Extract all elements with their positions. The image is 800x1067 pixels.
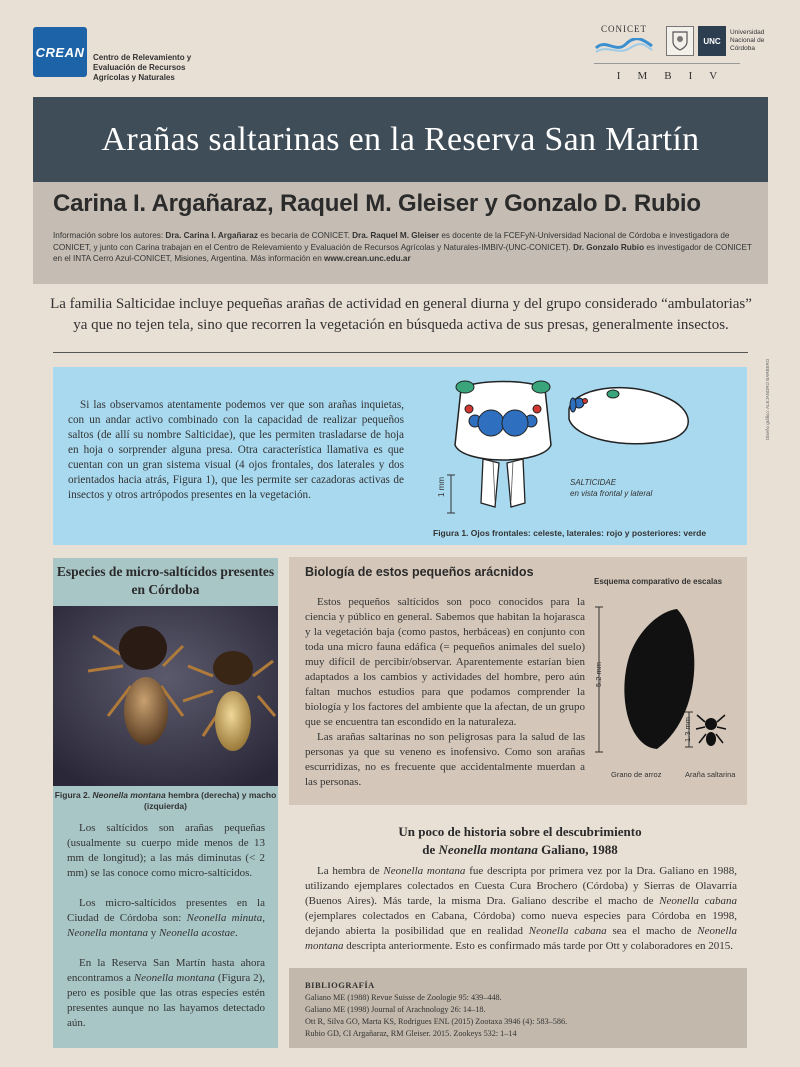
text: (Figura 2), pero es posible que las otras especies estén presentes aunque no las hayamos detectado aún.	[67, 972, 265, 1029]
conicet-logo	[592, 24, 656, 59]
website-link[interactable]: www.crean.unc.edu.ar	[324, 254, 411, 263]
spider-size-label: 1.3 mm	[683, 716, 692, 742]
crean-name: Centro de Relevamiento y Evaluación de Recursos Agrícolas y Naturales	[93, 53, 192, 82]
unc-name: Universidad Nacional de Córdoba	[730, 29, 765, 52]
caption-species: Neonella montana	[92, 790, 166, 800]
author-info-text: es becaria de CONICET.	[257, 231, 353, 240]
crean-logo-text: CREAN	[35, 44, 85, 60]
species-heading: Especies de micro-saltícidos presentes en Córdoba	[56, 564, 275, 597]
bibliography-heading: BIBLIOGRAFÍA	[305, 980, 375, 990]
bibliography-item: Galiano ME (1988) Revue Suisse de Zoologie 95: 439–448.	[305, 993, 502, 1002]
text: En la Reserva San Martín hasta ahora encontramos a	[67, 957, 265, 984]
text: y	[147, 927, 159, 939]
frontal-eye-right	[502, 410, 528, 436]
species-name: Neonella montana	[67, 927, 148, 939]
spider-label-views: en vista frontal y lateral	[570, 489, 653, 498]
history-heading-line-2	[300, 841, 740, 859]
author-info	[53, 230, 753, 265]
conicet-name: CONICET	[601, 24, 647, 34]
history-heading	[300, 823, 740, 859]
species-name: Neonella cabana	[528, 925, 607, 937]
species-name: Neonella montana	[438, 842, 538, 857]
eyes-text: Si las observamos atentamente podemos ver que son arañas inquietas, con un andar activo combinado con la capacidad de realizar pequeños saltos (de allí su nombre Salticidae), que les permiten trasladarse de hoja en hoja o sorprender alguna presa. Otra característica llamativa es que cuentan con un gran sistema visual (4 ojos frontales, dos laterales y dos orientados hacia atrás, Figura 1), que les permite ser cazadoras activas de insectos y otros artrópodos presentes en la vegetación.	[68, 399, 404, 501]
unc-shield-icon	[666, 26, 694, 56]
bibliography-item: Ott R, Silva GO, Marta KS, Rodrigues ENL (2015) Zootaxa 3946 (4): 583–586.	[305, 1017, 568, 1026]
text: Galiano, 1988	[537, 842, 618, 857]
species-name: Neonella acostae	[158, 927, 236, 939]
history-paragraph	[305, 864, 737, 954]
text: fue descripta por primera vez por la Dra. Galiano en 1988, utilizando ejemplares colectados en Cuesta Cura Brochero (Córdoba) y Sierras de Olavarría (Buenos Aires). Más tarde, la misma Dra. Galiano describe el macho de	[305, 865, 738, 907]
imbiv-divider	[594, 63, 740, 64]
posterior-eye-right	[532, 381, 550, 393]
conicet-waves-icon	[594, 38, 654, 54]
biology-body	[305, 595, 585, 790]
author-name-1: Dra. Carina I. Argañaraz	[165, 231, 258, 240]
biology-paragraph-2: Las arañas saltarinas no son peligrosas para la salud de las personas ya que su veneno es inofensivo. Como son arañas escurridizas, no es frecuente que accidentalmente muerdan a las personas.	[305, 731, 585, 788]
scale-comparison-title: Esquema comparativo de escalas	[594, 577, 723, 586]
figure-2-caption	[53, 790, 278, 812]
title-banner	[33, 97, 768, 182]
history-body	[305, 864, 737, 954]
authors-box	[33, 182, 768, 284]
spider-photo	[53, 606, 278, 786]
figure-1-caption: Figura 1. Ojos frontales: celeste, laterales: rojo y posteriores: verde	[433, 528, 707, 538]
spider-label: Araña saltarina	[685, 770, 736, 779]
crean-logo	[33, 27, 87, 77]
design-credit: Diseño gráfico: ALEJANDRO BARBERO	[765, 358, 770, 440]
text: La hembra de	[317, 865, 384, 877]
species-name: Neonella minuta	[186, 912, 263, 924]
scale-1mm-label: 1 mm	[437, 477, 446, 497]
authors: Carina I. Argañaraz, Raquel M. Gleiser y Gonzalo D. Rubio	[53, 190, 701, 217]
unc-logo	[666, 26, 770, 56]
text: ,	[262, 912, 265, 924]
text: descripta anteriormente. Esto es confirmado más tarde por Ott y colaboradores en 2015.	[343, 940, 733, 952]
page-title: Arañas saltarinas en la Reserva San Martín	[101, 120, 700, 158]
lateral-eye-left	[465, 405, 473, 413]
author-name-2: Dra. Raquel M. Gleiser	[352, 231, 440, 240]
spider-front-diagram	[443, 375, 563, 515]
posterior-eye-left	[456, 381, 474, 393]
author-info-text: es docente de la FCEFyN-Universidad Nacional de Córdoba e investigadora de CONICET, y junto con Carina trabajan en el Centro de Relevamiento y Evaluación de Recursos Agrícolas y Naturales-IMBIV-(UNC-CONICET).	[53, 231, 730, 252]
species-name: Neonella montana	[305, 925, 737, 952]
divider	[53, 352, 748, 353]
text: sea el macho de	[606, 925, 698, 937]
text: de	[422, 842, 439, 857]
spider-label-family: SALTICIDAE	[570, 478, 617, 487]
author-info-text: Información sobre los autores:	[53, 231, 166, 240]
history-heading-line-1: Un poco de historia sobre el descubrimiento	[398, 824, 642, 839]
species-paragraph-1: Los saltícidos son arañas pequeñas (usualmente su cuerpo mide menos de 13 mm de longitud); a las más diminutas (< 2 mm) se las conoce como micro-saltícidos.	[67, 822, 265, 879]
lateral-eye-right	[533, 405, 541, 413]
bibliography-panel	[289, 968, 747, 1048]
author-info-text: es investigador de CONICET en el INTA Cerro Azul-CONICET, Misiones, Argentina. Más información en	[53, 242, 752, 263]
eyes-panel	[53, 367, 747, 545]
species-body	[67, 821, 265, 1046]
species-name: Neonella montana	[133, 972, 215, 984]
author-name-3: Dr. Gonzalo Rubio	[573, 242, 645, 252]
unc-badge: UNC	[698, 26, 726, 56]
biology-paragraph-1: Estos pequeños saltícidos son poco conocidos para la ciencia y público en general. Sabemos que habitan la hojarasca y la vegetación baja (como pastos, herbáceas) en conjunto con toda una micro fauna edáfica (= pequeños animales del suelo) muy difícil de percibir/observar. Aparentemente estarían bien adaptados a los cambios y actividades del hombre, pero aún faltan muchos estudios para que podamos comprender la biología y los factores del ambiente que la afectan, de un grupo que se encuentra tan escondido en la naturaleza.	[305, 596, 585, 728]
caption-text: Figura 2.	[54, 790, 93, 800]
species-name: Neonella cabana	[659, 895, 737, 907]
small-spider-icon	[696, 715, 726, 746]
species-name: Neonella montana	[383, 865, 466, 877]
text: Los micro-saltícidos presentes en la Ciudad de Córdoba son:	[67, 897, 265, 924]
neonella-montana-photo	[53, 606, 278, 786]
rice-size-label: 5.2 mm	[594, 661, 603, 687]
species-paragraph-3	[67, 956, 265, 1031]
spider-side-diagram	[565, 379, 700, 451]
scale-comparison-diagram	[589, 597, 739, 762]
rice-label: Grano de arroz	[611, 770, 662, 779]
spider-diagram-label	[570, 477, 652, 499]
imbiv-label: IMBIV	[616, 70, 735, 82]
biology-panel	[289, 557, 747, 805]
intro-paragraph: La familia Salticidae incluye pequeñas arañas de actividad en general diurna y del grupo considerado “ambulatorias” ya que no tejen tela, sino que recorren la vegetación en búsqueda activa de sus presas, generalmente insectos.	[50, 296, 752, 333]
bibliography-list	[305, 992, 735, 1040]
species-panel	[53, 558, 278, 1048]
frontal-eye-left	[478, 410, 504, 436]
text: (ejemplares colectados en Cabana, Córdoba) como nueva especies para Córdoba en 1998, dejando abierta la posibilidad que en realidad	[305, 910, 737, 937]
caption-text: hembra (derecha) y macho (izquierda)	[144, 790, 277, 811]
species-paragraph-2	[67, 896, 265, 941]
biology-heading: Biología de estos pequeños arácnidos	[305, 565, 534, 579]
bibliography-item: Rubio GD, CI Argañaraz, RM Gleiser. 2015. Zookeys 532: 1–14	[305, 1029, 517, 1038]
text: .	[235, 927, 238, 939]
bibliography-item: Galiano ME (1998) Journal of Arachnology 26: 14–18.	[305, 1005, 486, 1014]
